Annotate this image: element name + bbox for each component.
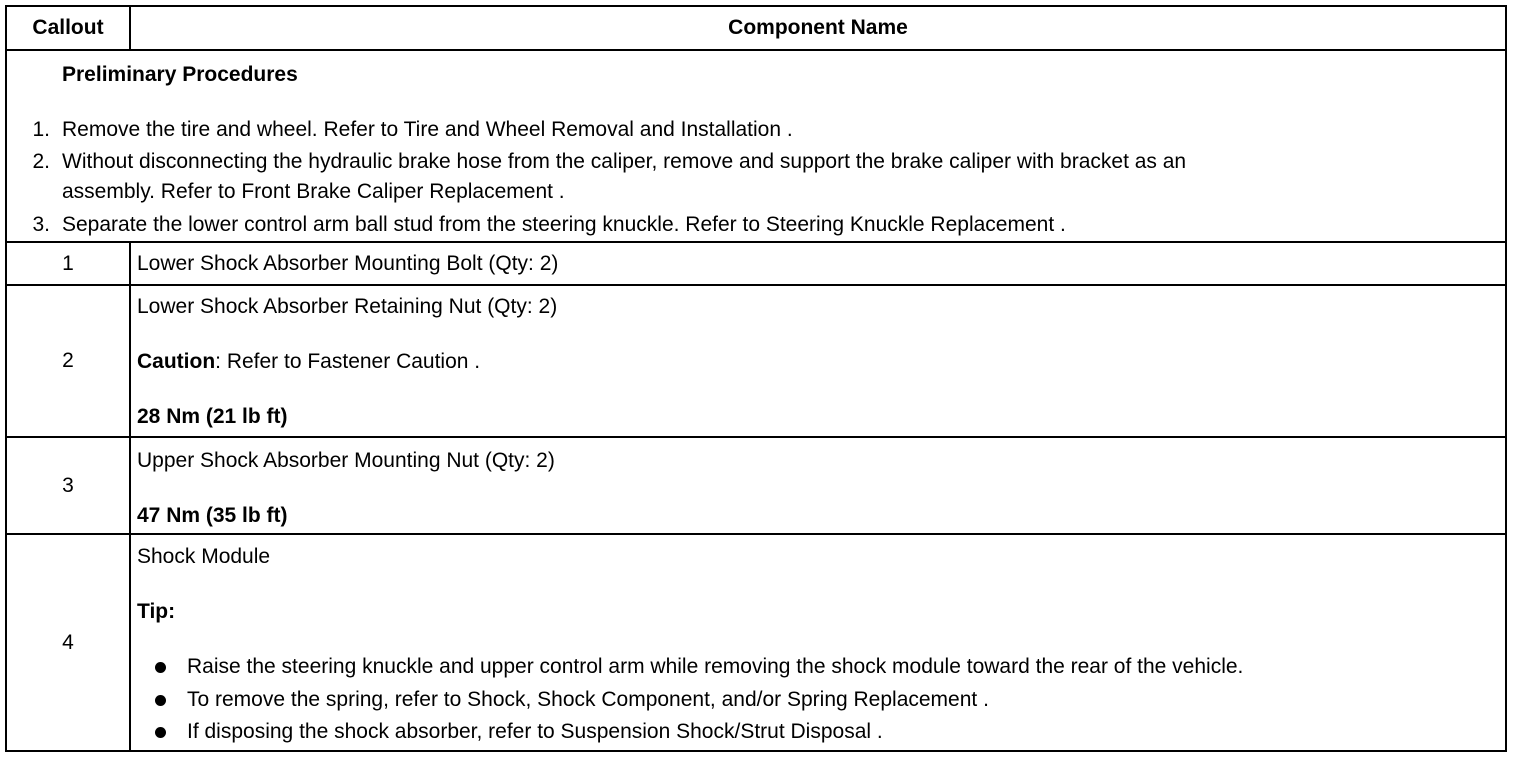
tip-item: Raise the steering knuckle and upper control arm while removing the shock module toward the rear of the vehicle. [187,655,1244,678]
bullet-icon [155,727,166,738]
preliminary-procedures [7,49,1505,241]
component-cell [131,535,1505,750]
component-cell [131,286,1505,436]
bullet-icon [155,662,166,673]
preliminary-title: Preliminary Procedures [62,63,298,86]
table-row [7,533,1505,750]
component-cell [131,438,1505,533]
step-number: 1. [32,118,50,141]
torque-spec: 28 Nm (21 lb ft) [137,405,288,428]
component-cell [131,243,1505,284]
step-number: 3. [32,213,50,236]
callout-number: 4 [7,535,131,750]
tip-item: If disposing the shock absorber, refer to Suspension Shock/Strut Disposal . [187,720,883,743]
component-name: Lower Shock Absorber Mounting Bolt (Qty: 2) [137,252,559,275]
callout-number: 3 [7,438,131,533]
table-header [7,7,1505,49]
step-text: Remove the tire and wheel. Refer to Tire and Wheel Removal and Installation . [62,118,793,141]
component-name: Upper Shock Absorber Mounting Nut (Qty: 2) [137,449,555,472]
bullet-icon [155,695,166,706]
caution-label: Caution [137,350,216,373]
component-name: Shock Module [137,545,271,568]
component-name: Lower Shock Absorber Retaining Nut (Qty: 2) [137,295,558,318]
tip-item: To remove the spring, refer to Shock, Shock Component, and/or Spring Replacement . [187,688,989,711]
callout-number: 1 [7,243,131,284]
step-text: Separate the lower control arm ball stud from the steering knuckle. Refer to Steering Knuckle Replacement . [62,213,1066,236]
caution-text: : Refer to Fastener Caution . [215,350,481,373]
table-row [7,284,1505,436]
component-table [5,5,1507,752]
component-name-header: Component Name [728,16,908,39]
step-number: 2. [32,150,50,173]
callout-header: Callout [7,7,131,49]
step-text: Without disconnecting the hydraulic brake hose from the caliper, remove and support the brake caliper with bracket as an [62,150,1187,173]
caution-note [137,350,480,374]
table-row [7,436,1505,533]
callout-number: 2 [7,286,131,436]
tip-label: Tip: [137,600,176,623]
torque-spec: 47 Nm (35 lb ft) [137,504,288,527]
step-text-continued: assembly. Refer to Front Brake Caliper Replacement . [62,180,565,203]
table-row [7,241,1505,284]
